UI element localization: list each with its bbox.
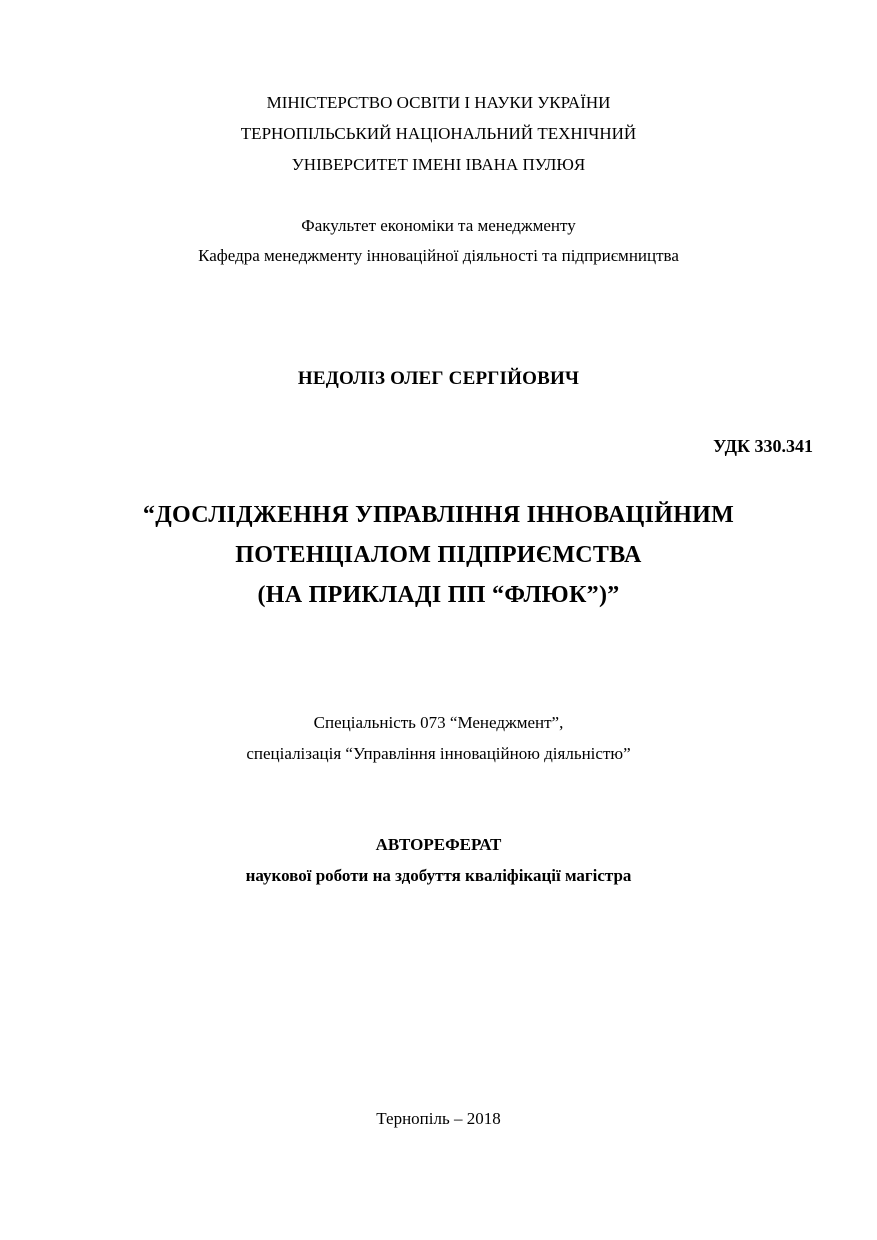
title-line-2: ПОТЕНЦІАЛОМ ПІДПРИЄМСТВА	[235, 542, 642, 568]
document-type-subheading: наукової роботи на здобуття кваліфікації магістра	[245, 866, 632, 885]
university-line-1: ТЕРНОПІЛЬСЬКИЙ НАЦІОНАЛЬНИЙ ТЕХНІЧНИЙ	[240, 124, 637, 143]
faculty-name: Факультет економіки та менеджменту	[301, 216, 576, 235]
ministry-line-1: МІНІСТЕРСТВО ОСВІТИ І НАУКИ УКРАЇНИ	[266, 93, 611, 112]
author-name: НЕДОЛІЗ ОЛЕГ СЕРГІЙОВИЧ	[297, 368, 580, 389]
title-line-1: “ДОСЛІДЖЕННЯ УПРАВЛІННЯ ІННОВАЦІЙНИМ	[142, 502, 735, 528]
city-year: Тернопіль – 2018	[376, 1109, 501, 1128]
specialization-line: спеціалізація “Управління інноваційною діяльністю”	[246, 744, 631, 763]
specialty-line: Спеціальність 073 “Менеджмент”,	[313, 713, 564, 732]
udk-code: УДК 330.341	[713, 436, 813, 456]
department-name: Кафедра менеджменту інноваційної діяльності та підприємництва	[198, 246, 679, 265]
university-line-2: УНІВЕРСИТЕТ ІМЕНІ ІВАНА ПУЛЮЯ	[291, 155, 586, 174]
document-type-heading: АВТОРЕФЕРАТ	[375, 835, 502, 854]
title-line-3: (НА ПРИКЛАДІ ПП “ФЛЮК”)”	[257, 582, 620, 608]
